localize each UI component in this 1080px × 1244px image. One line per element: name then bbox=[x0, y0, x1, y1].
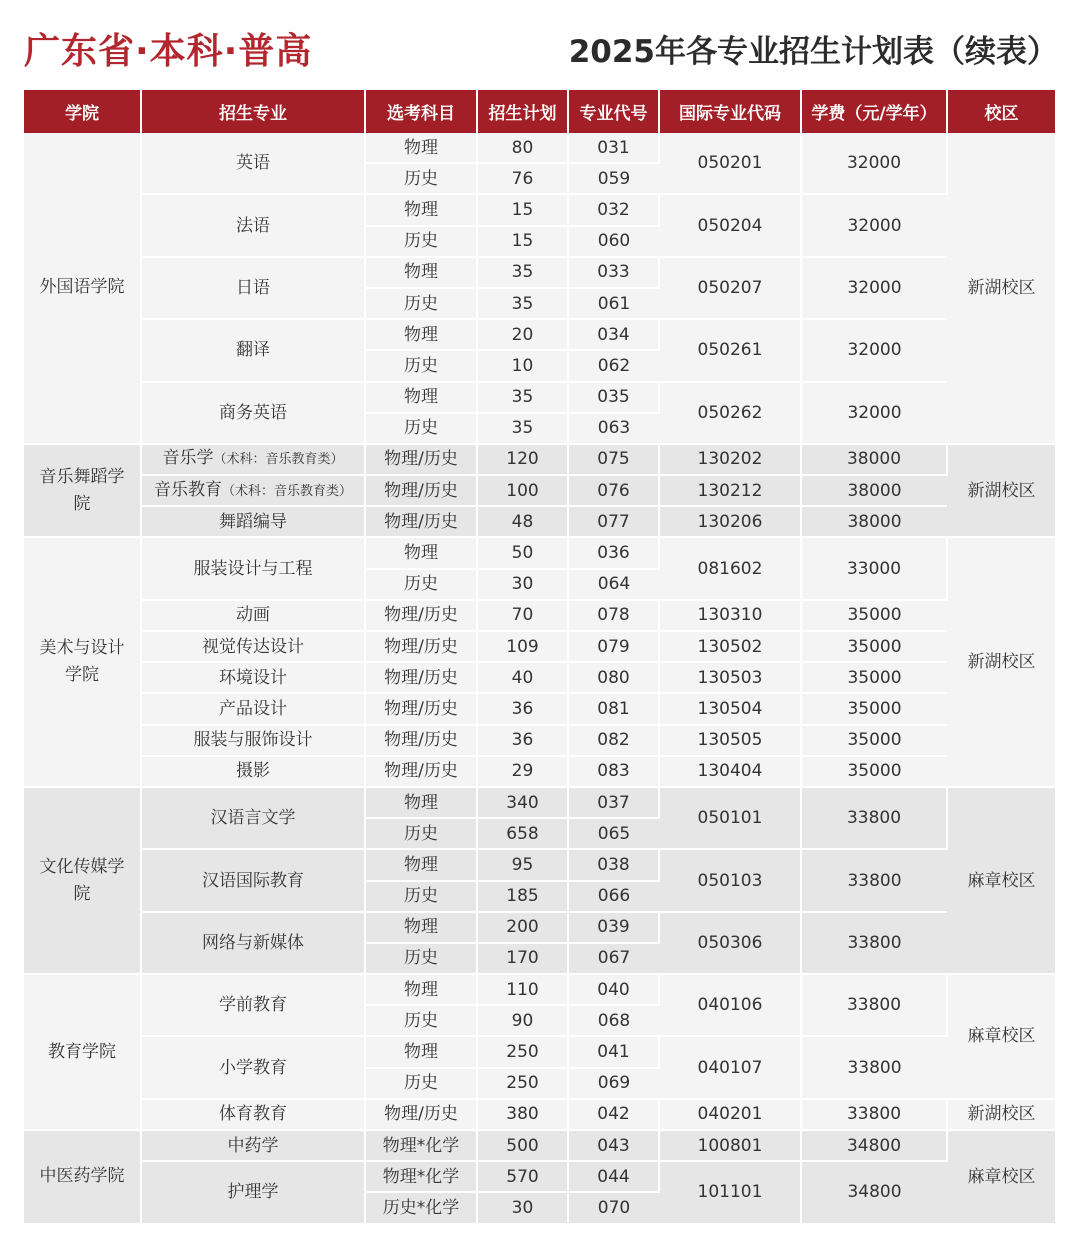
header-college: 学院 bbox=[24, 90, 141, 133]
department-group bbox=[24, 444, 1055, 538]
major-label: 法语 bbox=[236, 215, 270, 236]
campus-cell: 麻章校区 bbox=[947, 974, 1055, 1099]
table-row bbox=[24, 631, 1055, 662]
major-name bbox=[141, 1161, 365, 1223]
major-label: 摄影 bbox=[236, 761, 270, 782]
major-label: 翻译 bbox=[236, 340, 270, 361]
tuition-cell: 35000 bbox=[801, 693, 947, 724]
subject-cell: 物理/历史 bbox=[365, 475, 477, 506]
subject-cell: 物理 bbox=[365, 974, 477, 1005]
major-label: 视觉传达设计 bbox=[202, 636, 304, 657]
major-number-cell: 078 bbox=[568, 600, 659, 631]
plan-cell: 15 bbox=[477, 194, 568, 225]
major-number-cell: 081 bbox=[568, 693, 659, 724]
tuition-cell: 32000 bbox=[801, 133, 947, 194]
subject-cell: 历史 bbox=[365, 350, 477, 381]
subject-cell: 物理*化学 bbox=[365, 1161, 477, 1192]
national-code-cell: 050207 bbox=[659, 257, 801, 319]
subject-cell: 物理/历史 bbox=[365, 693, 477, 724]
plan-cell: 30 bbox=[477, 1192, 568, 1223]
plan-cell: 48 bbox=[477, 506, 568, 537]
plan-cell: 30 bbox=[477, 569, 568, 600]
enrollment-plan-table bbox=[24, 90, 1055, 1225]
major-number-cell: 062 bbox=[568, 350, 659, 381]
major-name bbox=[141, 194, 365, 256]
major-number-cell: 075 bbox=[568, 444, 659, 475]
national-code-cell: 081602 bbox=[659, 537, 801, 599]
campus-cell: 新湖校区 bbox=[947, 1099, 1055, 1130]
plan-cell: 50 bbox=[477, 537, 568, 568]
plan-cell: 35 bbox=[477, 413, 568, 444]
national-code-cell: 050103 bbox=[659, 849, 801, 911]
subject-cell: 历史 bbox=[365, 413, 477, 444]
major-label: 日语 bbox=[236, 277, 270, 298]
major-number-cell: 044 bbox=[568, 1161, 659, 1192]
college-cell bbox=[24, 787, 141, 974]
plan-cell: 40 bbox=[477, 662, 568, 693]
plan-cell: 36 bbox=[477, 693, 568, 724]
subject-cell: 历史 bbox=[365, 1005, 477, 1036]
major-label: 音乐教育 bbox=[153, 479, 222, 500]
national-code-cell: 130505 bbox=[659, 725, 801, 756]
header-major: 招生专业 bbox=[141, 90, 365, 133]
tuition-cell: 35000 bbox=[801, 600, 947, 631]
major-label: 体育教育 bbox=[219, 1104, 287, 1125]
header-subject: 选考科目 bbox=[365, 90, 477, 133]
table-header-row bbox=[24, 90, 1055, 133]
major-name bbox=[141, 319, 365, 381]
major-number-cell: 069 bbox=[568, 1068, 659, 1099]
subject-cell: 物理 bbox=[365, 849, 477, 880]
tuition-cell: 32000 bbox=[801, 319, 947, 381]
subject-cell: 物理 bbox=[365, 194, 477, 225]
major-name bbox=[141, 662, 365, 693]
subject-cell: 历史 bbox=[365, 1068, 477, 1099]
major-name bbox=[141, 1036, 365, 1098]
tuition-cell: 33800 bbox=[801, 787, 947, 849]
tuition-cell: 33800 bbox=[801, 849, 947, 911]
plan-cell: 76 bbox=[477, 163, 568, 194]
major-number-cell: 082 bbox=[568, 725, 659, 756]
major-label: 动画 bbox=[236, 605, 270, 626]
table-row bbox=[24, 506, 1055, 537]
table-row bbox=[24, 912, 1055, 943]
plan-cell: 10 bbox=[477, 350, 568, 381]
national-code-cell: 050262 bbox=[659, 382, 801, 444]
table-row bbox=[24, 1099, 1055, 1130]
major-number-cell: 034 bbox=[568, 319, 659, 350]
national-code-cell: 050261 bbox=[659, 319, 801, 381]
tuition-cell: 33800 bbox=[801, 1099, 947, 1130]
plan-cell: 35 bbox=[477, 382, 568, 413]
tuition-cell: 38000 bbox=[801, 506, 947, 537]
plan-cell: 380 bbox=[477, 1099, 568, 1130]
plan-cell: 15 bbox=[477, 226, 568, 257]
plan-cell: 185 bbox=[477, 881, 568, 912]
header-campus: 校区 bbox=[947, 90, 1055, 133]
header-plan: 招生计划 bbox=[477, 90, 568, 133]
table-row bbox=[24, 1161, 1055, 1192]
major-label: 英语 bbox=[236, 153, 270, 174]
major-note: （术科：音乐教育类） bbox=[221, 483, 352, 499]
major-number-cell: 061 bbox=[568, 288, 659, 319]
table-row bbox=[24, 1130, 1055, 1161]
tuition-cell: 35000 bbox=[801, 725, 947, 756]
header-major-number: 专业代号 bbox=[568, 90, 659, 133]
national-code-cell: 050204 bbox=[659, 194, 801, 256]
department-group bbox=[24, 133, 1055, 444]
table-row bbox=[24, 974, 1055, 1005]
subject-cell: 历史 bbox=[365, 881, 477, 912]
subject-cell: 物理/历史 bbox=[365, 631, 477, 662]
major-number-cell: 033 bbox=[568, 257, 659, 288]
national-code-cell: 050101 bbox=[659, 787, 801, 849]
plan-cell: 658 bbox=[477, 818, 568, 849]
major-number-cell: 031 bbox=[568, 133, 659, 163]
national-code-cell: 050201 bbox=[659, 133, 801, 194]
subject-cell: 历史 bbox=[365, 226, 477, 257]
table-row bbox=[24, 600, 1055, 631]
major-name bbox=[141, 537, 365, 599]
major-name bbox=[141, 725, 365, 756]
major-number-cell: 067 bbox=[568, 943, 659, 974]
major-label: 服装设计与工程 bbox=[193, 558, 313, 579]
page-title: 2025年各专业招生计划表（续表） bbox=[568, 34, 1058, 70]
major-number-cell: 032 bbox=[568, 194, 659, 225]
national-code-cell: 130310 bbox=[659, 600, 801, 631]
plan-cell: 250 bbox=[477, 1068, 568, 1099]
subject-cell: 物理/历史 bbox=[365, 662, 477, 693]
national-code-cell: 040106 bbox=[659, 974, 801, 1036]
tuition-cell: 34800 bbox=[801, 1130, 947, 1161]
subject-cell: 历史 bbox=[365, 163, 477, 194]
table-row bbox=[24, 725, 1055, 756]
table-row bbox=[24, 444, 1055, 475]
college-name: 美术与设计学院 bbox=[39, 638, 125, 686]
major-name bbox=[141, 600, 365, 631]
table-row bbox=[24, 319, 1055, 350]
national-code-cell: 050306 bbox=[659, 912, 801, 974]
college-cell bbox=[24, 1130, 141, 1224]
subject-cell: 物理 bbox=[365, 257, 477, 288]
plan-cell: 35 bbox=[477, 257, 568, 288]
tuition-cell: 32000 bbox=[801, 194, 947, 256]
major-label: 汉语国际教育 bbox=[202, 870, 304, 891]
national-code-cell: 040201 bbox=[659, 1099, 801, 1130]
table-row bbox=[24, 382, 1055, 413]
tuition-cell: 38000 bbox=[801, 475, 947, 506]
college-cell bbox=[24, 537, 141, 787]
college-name: 外国语学院 bbox=[39, 277, 125, 298]
plan-cell: 500 bbox=[477, 1130, 568, 1161]
tuition-cell: 32000 bbox=[801, 257, 947, 319]
major-name bbox=[141, 693, 365, 724]
plan-cell: 80 bbox=[477, 133, 568, 163]
college-name: 音乐舞蹈学院 bbox=[39, 466, 125, 514]
table-row bbox=[24, 1036, 1055, 1067]
national-code-cell: 130503 bbox=[659, 662, 801, 693]
major-name bbox=[141, 787, 365, 849]
department-group bbox=[24, 787, 1055, 974]
department-group bbox=[24, 1130, 1055, 1224]
major-number-cell: 042 bbox=[568, 1099, 659, 1130]
plan-cell: 110 bbox=[477, 974, 568, 1005]
major-number-cell: 070 bbox=[568, 1192, 659, 1223]
major-name bbox=[141, 382, 365, 444]
major-name bbox=[141, 1099, 365, 1130]
header-national-code: 国际专业代码 bbox=[659, 90, 801, 133]
table-row bbox=[24, 475, 1055, 506]
table-row bbox=[24, 537, 1055, 568]
major-label: 汉语言文学 bbox=[210, 808, 296, 829]
major-name bbox=[141, 1130, 365, 1161]
plan-cell: 120 bbox=[477, 444, 568, 475]
subject-cell: 物理 bbox=[365, 382, 477, 413]
national-code-cell: 130206 bbox=[659, 506, 801, 537]
subject-cell: 物理/历史 bbox=[365, 725, 477, 756]
major-name bbox=[141, 849, 365, 911]
major-label: 商务英语 bbox=[219, 402, 287, 423]
plan-cell: 29 bbox=[477, 756, 568, 787]
table-row bbox=[24, 849, 1055, 880]
tuition-cell: 35000 bbox=[801, 756, 947, 787]
plan-cell: 36 bbox=[477, 725, 568, 756]
major-label: 音乐学 bbox=[162, 448, 214, 469]
major-number-cell: 065 bbox=[568, 818, 659, 849]
tuition-cell: 32000 bbox=[801, 382, 947, 444]
major-number-cell: 035 bbox=[568, 382, 659, 413]
national-code-cell: 101101 bbox=[659, 1161, 801, 1223]
national-code-cell: 130502 bbox=[659, 631, 801, 662]
tuition-cell: 33800 bbox=[801, 974, 947, 1036]
subject-cell: 历史*化学 bbox=[365, 1192, 477, 1223]
college-cell bbox=[24, 133, 141, 444]
subject-cell: 历史 bbox=[365, 288, 477, 319]
major-number-cell: 059 bbox=[568, 163, 659, 194]
table-row bbox=[24, 257, 1055, 288]
major-label: 环境设计 bbox=[219, 667, 287, 688]
campus-cell: 新湖校区 bbox=[947, 133, 1055, 444]
subject-cell: 物理/历史 bbox=[365, 506, 477, 537]
table-row bbox=[24, 693, 1055, 724]
major-number-cell: 037 bbox=[568, 787, 659, 818]
major-name bbox=[141, 475, 365, 506]
subject-cell: 物理 bbox=[365, 133, 477, 163]
plan-cell: 20 bbox=[477, 319, 568, 350]
plan-cell: 90 bbox=[477, 1005, 568, 1036]
major-number-cell: 041 bbox=[568, 1036, 659, 1067]
national-code-cell: 130202 bbox=[659, 444, 801, 475]
college-cell bbox=[24, 444, 141, 538]
subject-cell: 物理/历史 bbox=[365, 444, 477, 475]
national-code-cell: 040107 bbox=[659, 1036, 801, 1098]
major-name bbox=[141, 444, 365, 475]
major-number-cell: 063 bbox=[568, 413, 659, 444]
college-name: 教育学院 bbox=[48, 1041, 116, 1062]
plan-cell: 95 bbox=[477, 849, 568, 880]
major-number-cell: 064 bbox=[568, 569, 659, 600]
major-label: 产品设计 bbox=[219, 698, 287, 719]
tuition-cell: 35000 bbox=[801, 662, 947, 693]
plan-cell: 250 bbox=[477, 1036, 568, 1067]
major-label: 护理学 bbox=[227, 1182, 279, 1203]
table-row bbox=[24, 194, 1055, 225]
tuition-cell: 33800 bbox=[801, 912, 947, 974]
major-number-cell: 036 bbox=[568, 537, 659, 568]
table-row bbox=[24, 787, 1055, 818]
major-number-cell: 083 bbox=[568, 756, 659, 787]
campus-cell: 新湖校区 bbox=[947, 444, 1055, 538]
table-row bbox=[24, 662, 1055, 693]
subject-cell: 物理 bbox=[365, 1036, 477, 1067]
national-code-cell: 130212 bbox=[659, 475, 801, 506]
national-code-cell: 100801 bbox=[659, 1130, 801, 1161]
college-cell bbox=[24, 974, 141, 1130]
tuition-cell: 33800 bbox=[801, 1036, 947, 1098]
department-group bbox=[24, 537, 1055, 787]
college-name: 文化传媒学院 bbox=[39, 856, 125, 904]
subject-cell: 物理 bbox=[365, 787, 477, 818]
major-number-cell: 066 bbox=[568, 881, 659, 912]
subject-cell: 物理*化学 bbox=[365, 1130, 477, 1161]
major-number-cell: 060 bbox=[568, 226, 659, 257]
major-number-cell: 039 bbox=[568, 912, 659, 943]
plan-cell: 570 bbox=[477, 1161, 568, 1192]
table-row bbox=[24, 756, 1055, 787]
plan-cell: 35 bbox=[477, 288, 568, 319]
header-tuition: 学费（元/学年） bbox=[801, 90, 947, 133]
college-name: 中医药学院 bbox=[39, 1166, 125, 1187]
major-label: 网络与新媒体 bbox=[202, 932, 304, 953]
major-number-cell: 043 bbox=[568, 1130, 659, 1161]
subject-cell: 物理/历史 bbox=[365, 756, 477, 787]
national-code-cell: 130504 bbox=[659, 693, 801, 724]
tuition-cell: 33000 bbox=[801, 537, 947, 599]
major-name bbox=[141, 133, 365, 194]
major-note: （术科：音乐教育类） bbox=[213, 452, 344, 468]
subject-cell: 物理/历史 bbox=[365, 1099, 477, 1130]
subject-cell: 历史 bbox=[365, 943, 477, 974]
subject-cell: 物理 bbox=[365, 537, 477, 568]
major-label: 服装与服饰设计 bbox=[193, 730, 313, 751]
major-number-cell: 038 bbox=[568, 849, 659, 880]
major-number-cell: 076 bbox=[568, 475, 659, 506]
table-row bbox=[24, 133, 1055, 163]
major-label: 中药学 bbox=[227, 1135, 279, 1156]
brand-logo-text: 广东省·本科·普高 bbox=[24, 31, 313, 72]
major-number-cell: 040 bbox=[568, 974, 659, 1005]
major-name bbox=[141, 912, 365, 974]
campus-cell: 麻章校区 bbox=[947, 1130, 1055, 1224]
major-name bbox=[141, 756, 365, 787]
major-label: 舞蹈编导 bbox=[219, 511, 287, 532]
plan-cell: 100 bbox=[477, 475, 568, 506]
major-name bbox=[141, 506, 365, 537]
campus-cell: 新湖校区 bbox=[947, 537, 1055, 787]
plan-cell: 70 bbox=[477, 600, 568, 631]
plan-cell: 340 bbox=[477, 787, 568, 818]
subject-cell: 物理 bbox=[365, 912, 477, 943]
major-name bbox=[141, 631, 365, 662]
major-name bbox=[141, 974, 365, 1036]
major-number-cell: 080 bbox=[568, 662, 659, 693]
national-code-cell: 130404 bbox=[659, 756, 801, 787]
plan-cell: 200 bbox=[477, 912, 568, 943]
department-group bbox=[24, 974, 1055, 1130]
tuition-cell: 34800 bbox=[801, 1161, 947, 1223]
plan-cell: 170 bbox=[477, 943, 568, 974]
major-number-cell: 077 bbox=[568, 506, 659, 537]
tuition-cell: 38000 bbox=[801, 444, 947, 475]
major-label: 小学教育 bbox=[219, 1057, 287, 1078]
subject-cell: 物理 bbox=[365, 319, 477, 350]
major-label: 学前教育 bbox=[219, 995, 287, 1016]
subject-cell: 历史 bbox=[365, 818, 477, 849]
campus-cell: 麻章校区 bbox=[947, 787, 1055, 974]
plan-cell: 109 bbox=[477, 631, 568, 662]
major-name bbox=[141, 257, 365, 319]
subject-cell: 历史 bbox=[365, 569, 477, 600]
major-number-cell: 079 bbox=[568, 631, 659, 662]
tuition-cell: 35000 bbox=[801, 631, 947, 662]
subject-cell: 物理/历史 bbox=[365, 600, 477, 631]
major-number-cell: 068 bbox=[568, 1005, 659, 1036]
